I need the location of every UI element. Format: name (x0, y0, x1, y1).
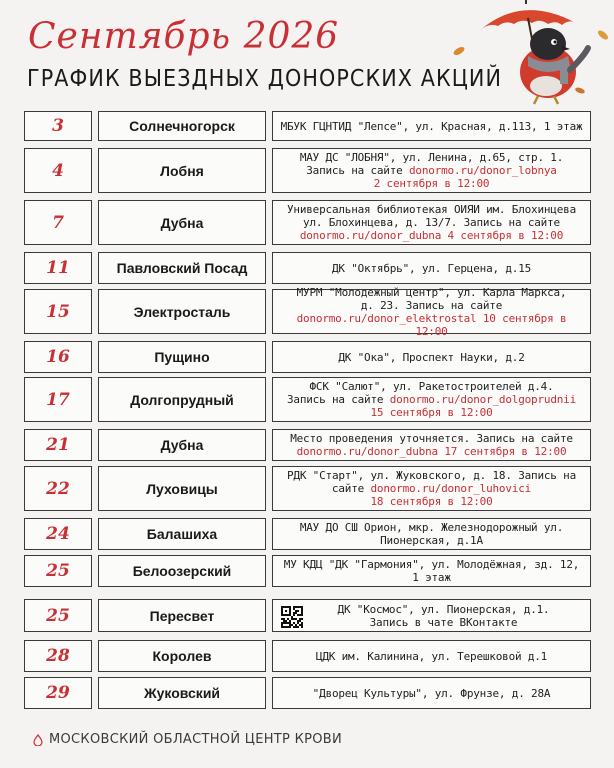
venue-line (279, 299, 584, 312)
venue-details (332, 351, 530, 364)
venue-line (300, 151, 563, 164)
venue-details (310, 650, 553, 663)
venue-text: 1 этаж (412, 571, 451, 584)
table-row (24, 599, 591, 632)
venue-text: РДК "Старт", ул. Жуковского, д. 18. Запись на (286, 469, 576, 482)
venue-details (294, 151, 569, 190)
day-number: 11 (46, 258, 70, 278)
venue-details (307, 687, 557, 700)
venue-line (287, 203, 576, 216)
venue-details (284, 432, 579, 458)
registration-link[interactable]: donormo.ru/donor_elektrostal 10 сентября в 12:00 (296, 311, 567, 338)
venue-line (338, 351, 524, 364)
venue-cell (272, 377, 591, 422)
venue-cell (272, 148, 591, 193)
venue-line (279, 286, 584, 299)
registration-link[interactable]: donormo.ru/donor_lobnya (409, 164, 557, 177)
header (0, 0, 614, 108)
bullfinch-umbrella-illustration (470, 0, 600, 108)
city-cell (98, 289, 266, 334)
day-cell (24, 677, 92, 709)
qr-code-icon[interactable] (281, 606, 303, 628)
venue-cell (272, 252, 591, 284)
venue-text: Место проведения уточняется. Запись на сайте (290, 432, 573, 445)
table-row (24, 677, 591, 709)
city-name: Балашиха (146, 526, 218, 542)
venue-text: МУРМ "Молодежный центр", ул. Карла Маркса, (296, 285, 567, 299)
city-name: Пересвет (149, 607, 215, 624)
table-row (24, 200, 591, 245)
city-name: Луховицы (146, 480, 218, 497)
venue-cell (272, 518, 591, 550)
venue-line (281, 120, 583, 133)
venue-cell (272, 640, 591, 672)
day-cell (24, 429, 92, 461)
table-row (24, 285, 591, 338)
day-cell (24, 200, 92, 245)
day-number: 25 (46, 561, 70, 581)
venue-text: "Дворец Культуры", ул. Фрунзе, д. 28А (312, 686, 551, 700)
city-name: Долгопрудный (130, 391, 234, 408)
venue-cell (272, 466, 591, 511)
registration-link[interactable]: 18 сентября в 12:00 (370, 495, 493, 508)
registration-link[interactable]: donormo.ru/donor_dubna 4 сентября в 12:00 (299, 229, 564, 242)
table-row (24, 640, 591, 672)
day-cell (24, 289, 92, 334)
registration-link[interactable]: donormo.ru/donor_dubna 17 сентября в 12:00 (296, 445, 567, 458)
venue-line (284, 571, 579, 584)
venue-line (300, 534, 563, 547)
city-cell (98, 518, 266, 550)
venue-text: МУ КДЦ "ДК "Гармония", ул. Молодёжная, зд. 12, (283, 558, 580, 571)
day-cell (24, 377, 92, 422)
venue-text: МБУК ГЦНТИД "Лепсе", ул. Красная, д.113, 1 этаж (280, 119, 583, 133)
day-number: 7 (52, 212, 64, 233)
venue-cell (272, 200, 591, 245)
city-name: Лобня (160, 162, 204, 179)
venue-cell (272, 429, 591, 461)
venue-cell (272, 599, 591, 632)
venue-line (332, 262, 531, 275)
day-number: 4 (52, 160, 64, 181)
organization-name: МОСКОВСКИЙ ОБЛАСТНОЙ ЦЕНТР КРОВИ (49, 732, 343, 747)
venue-text: МАУ ДО СШ Орион, мкр. Железнодорожный ул. (299, 521, 564, 534)
venue-details (278, 558, 585, 584)
venue-line (287, 380, 576, 393)
venue-text: Запись в чате ВКонтакте (369, 615, 518, 629)
venue-details (308, 603, 556, 629)
venue-line (338, 616, 550, 629)
table-row (24, 252, 591, 284)
table-row (24, 429, 591, 461)
city-cell (98, 555, 266, 587)
venue-line (316, 650, 547, 663)
venue-line (338, 603, 550, 616)
venue-details (294, 521, 569, 547)
day-number: 3 (52, 116, 64, 136)
venue-text: сайте (331, 482, 371, 495)
city-name: Королев (152, 648, 212, 664)
city-name: Павловский Посад (116, 260, 248, 276)
registration-link[interactable]: 15 сентября в 12:00 (370, 406, 493, 419)
venue-text: Запись на сайте (306, 164, 409, 177)
table-row (24, 341, 591, 373)
day-cell (24, 599, 92, 632)
city-name: Белоозерский (132, 563, 232, 579)
venue-cell (272, 285, 591, 338)
city-cell (98, 111, 266, 141)
venue-text: Универсальная библиотекая ОИЯИ им. Блохинцева (286, 203, 576, 216)
city-name: Солнечногорск (129, 118, 235, 134)
venue-details (281, 380, 582, 419)
venue-line (290, 445, 573, 458)
venue-line (287, 495, 576, 508)
city-name: Жуковский (143, 685, 221, 701)
footer (32, 732, 342, 747)
table-row (24, 555, 591, 587)
venue-line (287, 469, 576, 482)
day-number: 28 (46, 646, 70, 666)
city-name: Дубна (160, 214, 204, 231)
city-name: Дубна (160, 437, 204, 453)
venue-details (281, 469, 582, 508)
city-cell (98, 252, 266, 284)
venue-line (300, 521, 563, 534)
venue-line (300, 177, 563, 190)
venue-line (287, 393, 576, 406)
venue-cell (272, 111, 591, 141)
day-cell (24, 252, 92, 284)
city-cell (98, 377, 266, 422)
venue-line (287, 216, 576, 229)
month-title: Сентябрь 2026 (28, 16, 340, 57)
venue-line (287, 229, 576, 242)
day-number: 22 (46, 478, 70, 499)
venue-line (313, 687, 551, 700)
day-number: 24 (46, 524, 70, 544)
day-cell (24, 518, 92, 550)
venue-text: МАУ ДС "ЛОБНЯ", ул. Ленина, д.65, стр. 1. (299, 151, 564, 164)
venue-text: ДК "Октябрь", ул. Герцена, д.15 (331, 261, 532, 275)
venue-text: ЦДК им. Калинина, ул. Терешковой д.1 (315, 649, 548, 663)
city-cell (98, 429, 266, 461)
day-cell (24, 148, 92, 193)
venue-cell (272, 341, 591, 373)
venue-cell (272, 677, 591, 709)
venue-text: ул. Блохинцева, д. 13/7. Запись на сайте (303, 216, 560, 229)
day-number: 16 (46, 347, 70, 367)
table-row (24, 148, 591, 193)
venue-line (279, 312, 584, 338)
city-cell (98, 148, 266, 193)
table-row (24, 377, 591, 422)
day-number: 25 (46, 605, 70, 626)
city-cell (98, 466, 266, 511)
venue-text: д. 23. Запись на сайте (360, 298, 503, 312)
day-cell (24, 555, 92, 587)
venue-text: Запись на сайте (286, 393, 390, 406)
table-row (24, 111, 591, 141)
venue-details (273, 286, 590, 338)
page-title: ГРАФИК ВЫЕЗДНЫХ ДОНОРСКИХ АКЦИЙ (27, 66, 503, 92)
city-cell (98, 200, 266, 245)
venue-details (326, 262, 537, 275)
venue-line (287, 482, 576, 495)
venue-text: ДК "Ока", Проспект Науки, д.2 (338, 350, 525, 364)
venue-cell (272, 555, 591, 587)
venue-details (275, 120, 589, 133)
venue-details (281, 203, 582, 242)
leaf-icon (452, 46, 466, 56)
table-row (24, 466, 591, 511)
venue-line (287, 406, 576, 419)
city-name: Пущино (154, 349, 210, 365)
registration-link[interactable]: donormo.ru/donor_dolgoprudnii (389, 393, 577, 406)
table-row (24, 518, 591, 550)
venue-text: Пионерская, д.1А (380, 534, 483, 547)
registration-link[interactable]: 2 сентября в 12:00 (373, 177, 490, 190)
day-number: 21 (46, 435, 70, 455)
venue-line (290, 432, 573, 445)
day-cell (24, 341, 92, 373)
city-cell (98, 677, 266, 709)
day-cell (24, 640, 92, 672)
city-cell (98, 599, 266, 632)
day-number: 17 (46, 389, 70, 410)
day-number: 29 (46, 683, 70, 703)
venue-text: ФСК "Салют", ул. Ракетостроителей д.4. (309, 380, 554, 393)
day-number: 15 (46, 301, 70, 322)
venue-line (300, 164, 563, 177)
city-cell (98, 341, 266, 373)
venue-line (284, 558, 579, 571)
day-cell (24, 111, 92, 141)
day-cell (24, 466, 92, 511)
city-cell (98, 640, 266, 672)
blood-drop-icon (32, 734, 44, 746)
registration-link[interactable]: donormo.ru/donor_luhovici (370, 482, 532, 495)
venue-text: ДК "Космос", ул. Пионерская, д.1. (337, 602, 550, 616)
city-name: Электросталь (133, 303, 231, 320)
